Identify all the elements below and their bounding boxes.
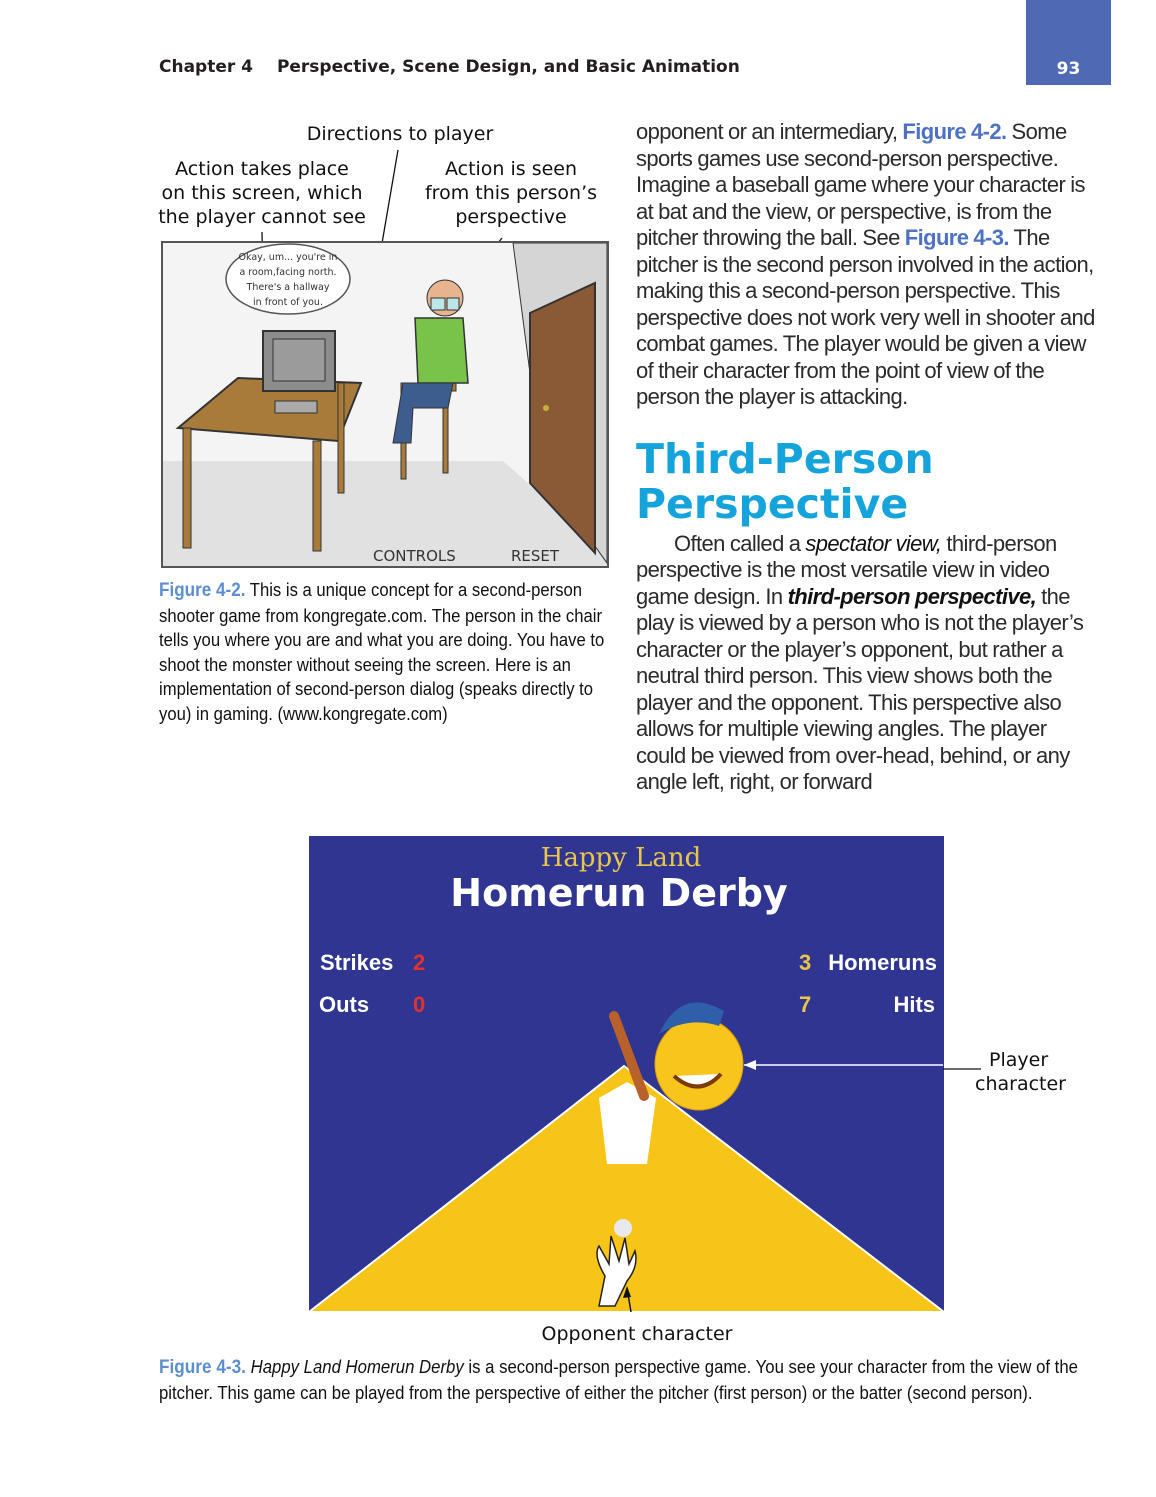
outs-label: Outs xyxy=(319,992,370,1017)
text: The pitcher is the second person involved in the action, making this a second-person perspective. This perspective does not work very well in shooter and combat games. The player would be given a view of their character from the point of view of the person the player is attacking. xyxy=(636,225,1095,409)
label-line: the player cannot see xyxy=(158,206,366,228)
homeruns-label: Homeruns xyxy=(828,950,937,975)
right-column xyxy=(636,119,1096,796)
figure-reference: Figure 4-3. xyxy=(904,225,1009,250)
caption-text: is a second-person perspective game. You see your character from the view of the pitcher. This game can be played from the perspective of either the pitcher (first person) or the batter (second person). xyxy=(159,1356,1078,1403)
figure-4-2-caption xyxy=(159,578,609,726)
hits-value: 7 xyxy=(799,992,812,1017)
game-title-italic: Happy Land Homerun Derby xyxy=(250,1356,464,1377)
bubble-line: a room,facing north. xyxy=(239,267,337,278)
label-line: from this person’s xyxy=(424,182,598,204)
label-line: perspective xyxy=(455,206,567,228)
opponent-character-label: Opponent character xyxy=(541,1323,733,1345)
text: opponent or an intermediary, xyxy=(636,119,903,144)
chapter-title: Perspective, Scene Design, and Basic Animation xyxy=(276,57,740,77)
term: spectator view, xyxy=(805,530,942,556)
outs-value: 0 xyxy=(413,992,426,1017)
homeruns-value: 3 xyxy=(799,950,812,975)
controls-button: CONTROLS xyxy=(373,547,456,565)
text: Often called a xyxy=(674,530,806,556)
strikes-label: Strikes xyxy=(320,950,394,975)
game-screenshot xyxy=(309,836,944,1312)
game-title: Homerun Derby xyxy=(450,871,788,915)
comic-scene xyxy=(163,243,607,566)
body-paragraph-1 xyxy=(636,119,1096,411)
text: Some sports games use second-person perspective. Imagine a baseball game where your character is at bat and the view, or perspective, is from the pitcher throwing the ball. See xyxy=(636,119,1085,250)
term: third-person perspective, xyxy=(787,583,1037,609)
label-directions: Directions to player xyxy=(306,123,494,145)
bubble-line: in front of you. xyxy=(253,297,323,308)
baseball xyxy=(614,1219,632,1237)
heading-line: Perspective xyxy=(636,479,909,528)
heading-line: Third-Person xyxy=(636,434,934,483)
hits-label: Hits xyxy=(893,992,935,1017)
strikes-value: 2 xyxy=(413,950,426,975)
page-tab xyxy=(1026,0,1111,85)
chapter-number: Chapter 4 xyxy=(159,57,254,77)
comic-illustration xyxy=(161,241,609,568)
section-heading xyxy=(636,434,1096,528)
figure-reference: Figure 4-2. xyxy=(902,119,1007,144)
body-paragraph-2 xyxy=(636,531,1096,796)
label-line: on this screen, which xyxy=(161,182,363,204)
player-character-label xyxy=(975,1048,1066,1096)
label-line: Action takes place xyxy=(175,158,349,180)
bubble-line: Okay, um... you're in xyxy=(238,252,338,263)
game-subtitle: Happy Land xyxy=(540,843,702,873)
page-number: 93 xyxy=(1056,59,1081,79)
figure-4-3-caption xyxy=(159,1355,1082,1405)
label-line: Action is seen xyxy=(444,158,578,180)
man-shirt xyxy=(415,318,468,383)
bubble-line: There's a hallway xyxy=(246,282,330,293)
text: the play is viewed by a person who is not the player’s character or the player’s opponent, but rather a neutral third person. This view shows both the player and the opponent. This perspective also allows for multiple viewing angles. The player could be viewed from over-head, behind, or any angle left, right, or forward xyxy=(636,583,1084,794)
game-scene xyxy=(309,836,944,1312)
figure-label: Figure 4-3. xyxy=(159,1357,246,1378)
reset-button: RESET xyxy=(511,547,560,565)
text: third-person perspective is the most versatile view in video game design. In xyxy=(636,530,1057,609)
label-line: character xyxy=(975,1073,1066,1095)
player-character xyxy=(655,1018,743,1110)
label-line: Player xyxy=(989,1049,1049,1071)
caption-text: This is a unique concept for a second-person shooter game from kongregate.com. The person in the chair tells you where you are and what you are doing. You have to shoot the monster without seeing the screen. Here is an implementation of second-person dialog (speaks directly to you) in gaming. (www.kongregate.com) xyxy=(159,579,605,724)
figure-label: Figure 4-2. xyxy=(159,580,246,601)
